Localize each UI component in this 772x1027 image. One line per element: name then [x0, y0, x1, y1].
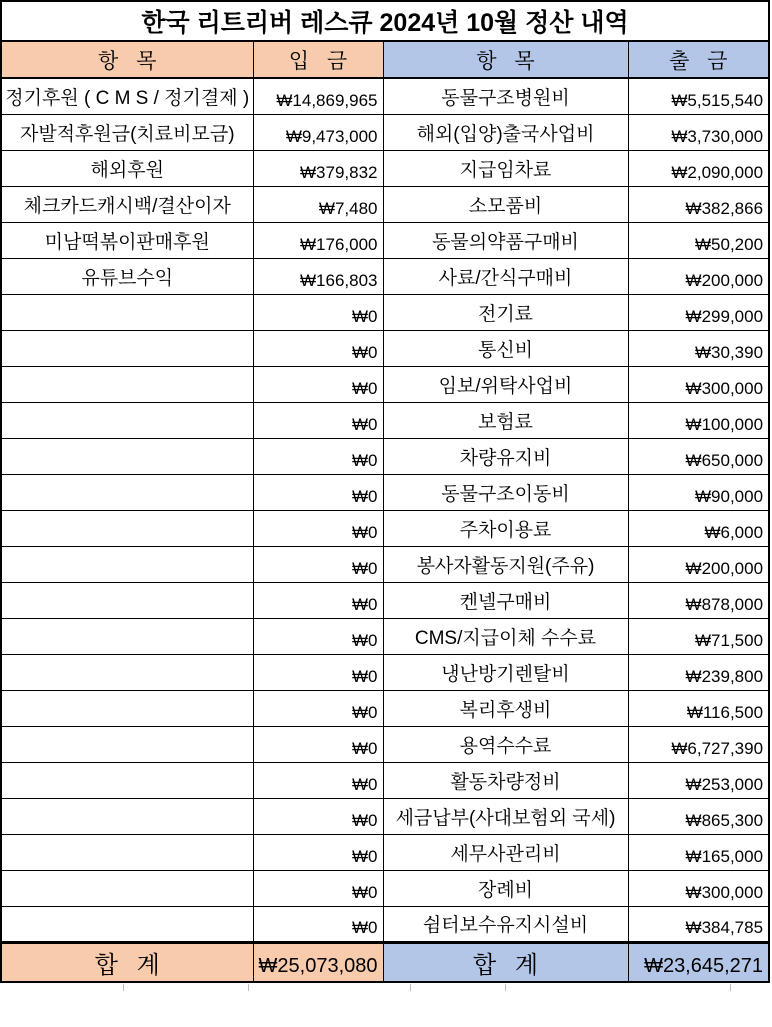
expense-item-cell: 동물구조이동비: [383, 474, 628, 510]
income-amount-cell: ₩0: [253, 294, 383, 330]
expense-item-cell: 쉼터보수유지시설비: [383, 906, 628, 942]
income-amount-cell: ₩0: [253, 762, 383, 798]
expense-amount-cell: ₩6,000: [628, 510, 769, 546]
income-item-cell: 유튜브수익: [1, 258, 253, 294]
table-row: [1, 78, 769, 114]
expense-item-cell: 장례비: [383, 870, 628, 906]
table-row: [1, 114, 769, 150]
expense-item-cell: 용역수수료: [383, 726, 628, 762]
table-row: [1, 546, 769, 582]
expense-amount-cell: ₩239,800: [628, 654, 769, 690]
income-amount-cell: ₩0: [253, 438, 383, 474]
expense-item-cell: 냉난방기렌탈비: [383, 654, 628, 690]
income-item-cell: [1, 294, 253, 330]
expense-item-cell: 보험료: [383, 402, 628, 438]
income-item-cell: [1, 330, 253, 366]
expense-total-amount: ₩23,645,271: [628, 942, 769, 982]
income-amount-cell: ₩0: [253, 618, 383, 654]
income-item-cell: [1, 510, 253, 546]
expense-item-cell: 복리후생비: [383, 690, 628, 726]
table-row: [1, 834, 769, 870]
income-item-cell: [1, 726, 253, 762]
income-item-cell: [1, 690, 253, 726]
income-item-cell: [1, 474, 253, 510]
income-amount-cell: ₩0: [253, 510, 383, 546]
income-item-cell: [1, 546, 253, 582]
income-item-cell: [1, 762, 253, 798]
income-item-cell: [1, 366, 253, 402]
expense-item-cell: 세금납부(사대보험외 국세): [383, 798, 628, 834]
expense-item-cell: 활동차량정비: [383, 762, 628, 798]
income-item-cell: [1, 834, 253, 870]
table-row: [1, 510, 769, 546]
income-item-cell: [1, 582, 253, 618]
header-expense-amount: 출 금: [628, 41, 769, 78]
expense-item-cell: 동물의약품구매비: [383, 222, 628, 258]
expense-item-cell: 세무사관리비: [383, 834, 628, 870]
table-row: [1, 654, 769, 690]
expense-amount-cell: ₩3,730,000: [628, 114, 769, 150]
table-row: [1, 150, 769, 186]
income-amount-cell: ₩0: [253, 834, 383, 870]
income-item-cell: [1, 654, 253, 690]
expense-amount-cell: ₩2,090,000: [628, 150, 769, 186]
income-amount-cell: ₩7,480: [253, 186, 383, 222]
table-row: [1, 474, 769, 510]
income-amount-cell: ₩0: [253, 870, 383, 906]
income-amount-cell: ₩0: [253, 402, 383, 438]
expense-amount-cell: ₩300,000: [628, 366, 769, 402]
table-row: [1, 330, 769, 366]
page-title: 한국 리트리버 레스큐 2024년 10월 정산 내역: [1, 1, 769, 41]
income-item-cell: [1, 402, 253, 438]
table-row: [1, 798, 769, 834]
income-total-label: 합 계: [1, 942, 253, 982]
title-row: [1, 1, 769, 41]
expense-amount-cell: ₩116,500: [628, 690, 769, 726]
expense-amount-cell: ₩200,000: [628, 546, 769, 582]
table-row: [1, 906, 769, 942]
expense-item-cell: 소모품비: [383, 186, 628, 222]
table-row: [1, 690, 769, 726]
expense-amount-cell: ₩300,000: [628, 870, 769, 906]
expense-item-cell: 전기료: [383, 294, 628, 330]
spreadsheet-gridline-strip: [0, 983, 772, 991]
expense-amount-cell: ₩6,727,390: [628, 726, 769, 762]
expense-item-cell: 지급임차료: [383, 150, 628, 186]
income-amount-cell: ₩0: [253, 798, 383, 834]
income-amount-cell: ₩0: [253, 690, 383, 726]
expense-item-cell: 주차이용료: [383, 510, 628, 546]
income-amount-cell: ₩166,803: [253, 258, 383, 294]
expense-amount-cell: ₩90,000: [628, 474, 769, 510]
gridline-stub: [505, 984, 506, 991]
expense-item-cell: 켄넬구매비: [383, 582, 628, 618]
income-item-cell: 자발적후원금(치료비모금): [1, 114, 253, 150]
income-item-cell: 체크카드캐시백/결산이자: [1, 186, 253, 222]
income-amount-cell: ₩0: [253, 330, 383, 366]
expense-amount-cell: ₩382,866: [628, 186, 769, 222]
expense-item-cell: 해외(입양)출국사업비: [383, 114, 628, 150]
income-amount-cell: ₩0: [253, 366, 383, 402]
expense-amount-cell: ₩50,200: [628, 222, 769, 258]
income-item-cell: [1, 618, 253, 654]
table-row: [1, 258, 769, 294]
income-item-cell: 해외후원: [1, 150, 253, 186]
table-row: [1, 366, 769, 402]
income-item-cell: [1, 906, 253, 942]
gridline-stub: [248, 984, 249, 991]
expense-item-cell: CMS/지급이체 수수료: [383, 618, 628, 654]
table-row: [1, 438, 769, 474]
expense-total-label: 합 계: [383, 942, 628, 982]
income-item-cell: [1, 870, 253, 906]
table-row: [1, 870, 769, 906]
expense-amount-cell: ₩100,000: [628, 402, 769, 438]
expense-amount-cell: ₩650,000: [628, 438, 769, 474]
expense-amount-cell: ₩200,000: [628, 258, 769, 294]
expense-amount-cell: ₩253,000: [628, 762, 769, 798]
total-row: [1, 942, 769, 982]
expense-amount-cell: ₩865,300: [628, 798, 769, 834]
income-amount-cell: ₩176,000: [253, 222, 383, 258]
income-item-cell: [1, 798, 253, 834]
header-expense-item: 항 목: [383, 41, 628, 78]
table-row: [1, 222, 769, 258]
expense-amount-cell: ₩5,515,540: [628, 78, 769, 114]
income-item-cell: 미남떡볶이판매후원: [1, 222, 253, 258]
income-amount-cell: ₩9,473,000: [253, 114, 383, 150]
header-row: [1, 41, 769, 78]
expense-item-cell: 임보/위탁사업비: [383, 366, 628, 402]
expense-amount-cell: ₩71,500: [628, 618, 769, 654]
table-row: [1, 186, 769, 222]
expense-item-cell: 동물구조병원비: [383, 78, 628, 114]
income-amount-cell: ₩0: [253, 546, 383, 582]
income-item-cell: [1, 438, 253, 474]
income-amount-cell: ₩0: [253, 474, 383, 510]
income-amount-cell: ₩0: [253, 906, 383, 942]
income-amount-cell: ₩0: [253, 726, 383, 762]
income-amount-cell: ₩14,869,965: [253, 78, 383, 114]
income-total-amount: ₩25,073,080: [253, 942, 383, 982]
income-item-cell: 정기후원 ( C M S / 정기결제 ): [1, 78, 253, 114]
table-row: [1, 582, 769, 618]
header-income-item: 항 목: [1, 41, 253, 78]
expense-amount-cell: ₩878,000: [628, 582, 769, 618]
gridline-stub: [123, 984, 124, 991]
income-amount-cell: ₩0: [253, 654, 383, 690]
table-row: [1, 402, 769, 438]
table-row: [1, 618, 769, 654]
gridline-stub: [730, 984, 731, 991]
expense-amount-cell: ₩384,785: [628, 906, 769, 942]
expense-amount-cell: ₩299,000: [628, 294, 769, 330]
expense-item-cell: 통신비: [383, 330, 628, 366]
expense-item-cell: 봉사자활동지원(주유): [383, 546, 628, 582]
income-amount-cell: ₩0: [253, 582, 383, 618]
header-income-amount: 입 금: [253, 41, 383, 78]
table-row: [1, 726, 769, 762]
expense-amount-cell: ₩30,390: [628, 330, 769, 366]
income-amount-cell: ₩379,832: [253, 150, 383, 186]
expense-amount-cell: ₩165,000: [628, 834, 769, 870]
expense-item-cell: 사료/간식구매비: [383, 258, 628, 294]
expense-item-cell: 차량유지비: [383, 438, 628, 474]
table-row: [1, 294, 769, 330]
table-row: [1, 762, 769, 798]
gridline-stub: [410, 984, 411, 991]
